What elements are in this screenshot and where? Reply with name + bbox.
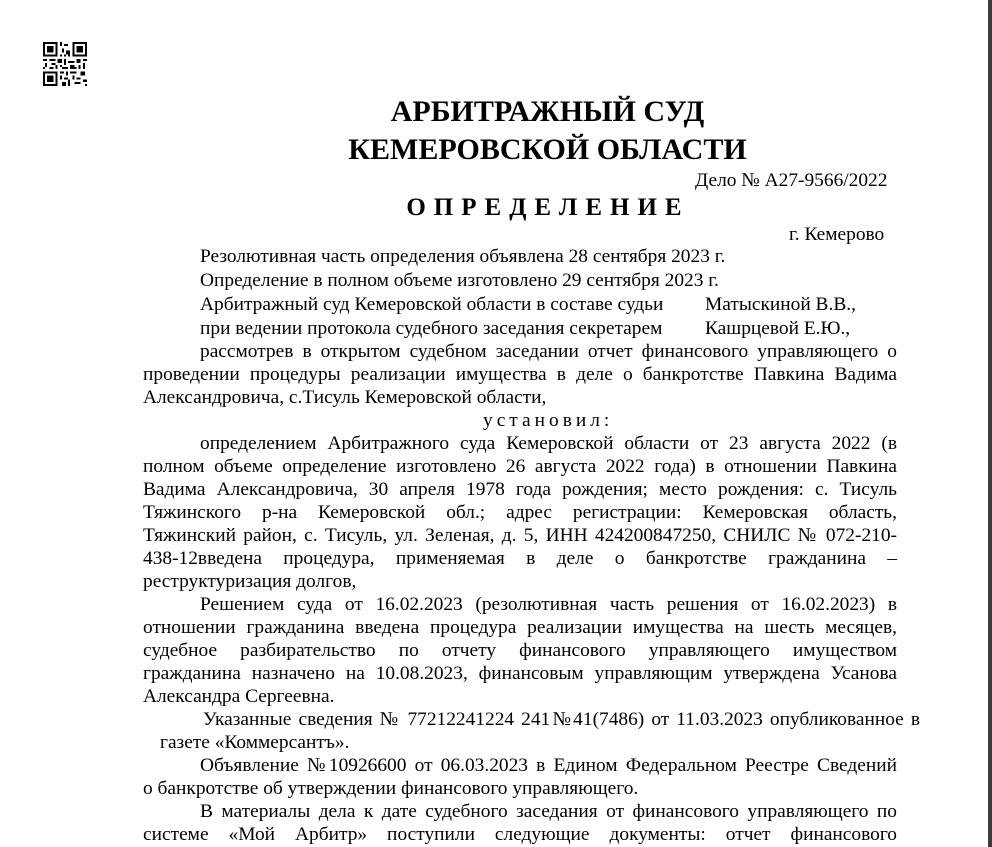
page-edge (988, 0, 992, 847)
intro-line: Резолютивная часть определения объявлена 28 сентября 2023 г. (200, 246, 726, 267)
secretary-name: Кашрцевой Е.Ю., (705, 318, 851, 339)
established-heading: установил: (483, 410, 614, 431)
secretary-label: при ведении протокола судебного заседания секретарем (200, 318, 663, 339)
paragraph-line: газете «Коммерсантъ». (160, 732, 350, 753)
paragraph-line: Тяжинский район, с. Тисуль, ул. Зеленая, д. 5, ИНН 424200847250, СНИЛС № 072-210- (143, 525, 897, 546)
paragraph-line: определением Арбитражного суда Кемеровской области от 23 августа 2022 (в (200, 433, 897, 454)
paragraph-line: системе «Мой Арбитр» поступили следующие документы: отчет финансового (143, 824, 897, 845)
paragraph-line: В материалы дела к дате судебного заседания от финансового управляющего по (200, 801, 897, 822)
judge-label: Арбитражный суд Кемеровской области в составе судьи (200, 294, 664, 315)
judge-name: Матыскиной В.В., (705, 294, 856, 315)
paragraph-line: отношении гражданина введена процедура реализации имущества на шесть месяцев, (143, 617, 897, 638)
paragraph-line: проведении процедуры реализации имущества в деле о банкротстве Павкина Вадима (143, 364, 897, 385)
city: г. Кемерово (789, 224, 885, 245)
court-name-line-2: КЕМЕРОВСКОЙ ОБЛАСТИ (348, 133, 747, 166)
intro-line: Определение в полном объеме изготовлено 29 сентября 2023 г. (200, 270, 719, 291)
paragraph-line: Вадима Александровича, 30 апреля 1978 года рождения; место рождения: с. Тисуль (143, 479, 897, 500)
paragraph-line: рассмотрев в открытом судебном заседании отчет финансового управляющего о (200, 341, 897, 362)
paragraph-line: реструктуризация долгов, (143, 571, 357, 592)
court-name-line-1: АРБИТРАЖНЫЙ СУД (390, 95, 705, 128)
qr-code (43, 42, 87, 86)
paragraph-line: полном объеме определение изготовлено 26 августа 2022 года) в отношении Павкина (143, 456, 897, 477)
paragraph-line: Александровича, с.Тисуль Кемеровской области, (143, 387, 547, 408)
paragraph-line: Объявление №10926600 от 06.03.2023 в Едином Федеральном Реестре Сведений (200, 755, 897, 776)
paragraph-line: гражданина назначено на 10.08.2023, финансовым управляющим утверждена Усанова (143, 663, 897, 684)
paragraph-line: о банкротстве об утверждении финансового управляющего. (143, 778, 639, 799)
document-type-heading: ОПРЕДЕЛЕНИЕ (406, 194, 690, 221)
paragraph-line: Тяжинского р-на Кемеровской обл.; адрес регистрации: Кемеровская область, (143, 502, 897, 523)
case-number: Дело № А27-9566/2022 (695, 170, 888, 191)
paragraph-line: Указанные сведения № 77212241224 241№41(7486) от 11.03.2023 опубликованное в (203, 709, 920, 730)
paragraph-line: 438-12введена процедура, применяемая в деле о банкротстве гражданина – (143, 548, 897, 569)
paragraph-line: Александра Сергеевна. (143, 686, 335, 707)
paragraph-line: Решением суда от 16.02.2023 (резолютивная часть решения от 16.02.2023) в (200, 594, 897, 615)
paragraph-line: судебное разбирательство по отчету финансового управляющего имуществом (143, 640, 897, 661)
